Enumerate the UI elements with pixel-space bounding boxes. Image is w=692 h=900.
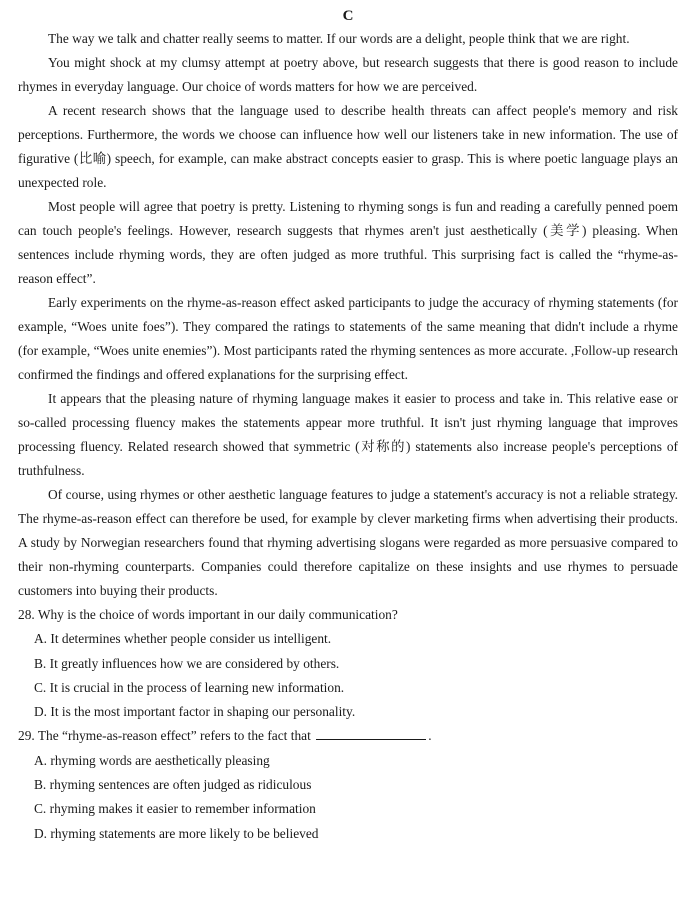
option-c: C. rhyming makes it easier to remember information xyxy=(34,801,316,817)
option-b: B. It greatly influences how we are considered by others. xyxy=(34,655,340,671)
question-stem-text: 29. The “rhyme-as-reason effect” refers to the fact that xyxy=(18,728,311,744)
passage-paragraph-6: It appears that the pleasing nature of rhyming language makes it easier to process and take in. This relative ease or so-called processing fluency makes the statements appear more truthful. It isn't just rhyming language that improves processing fluency. Related research showed that symmetric (对称的) statements also increase people's perceptions of truthfulness. xyxy=(18,391,678,478)
question-29 xyxy=(18,724,678,845)
passage-paragraph-5: Early experiments on the rhyme-as-reason effect asked participants to judge the accuracy of rhyming statements (for example, “Woes unite foes”). They compared the ratings to statements of the same meaning that didn't include a rhyme (for example, “Woes unite enemies”). Most participants rated the rhyming sentences as more accurate. ,Follow-up research confirmed the findings and offered explanations for the surprising effect. xyxy=(18,295,678,382)
section-title: C xyxy=(342,8,354,24)
passage-paragraph-2: You might shock at my clumsy attempt at poetry above, but research suggests that there is good reason to include rhymes in everyday language. Our choice of words matters for how we are perceived. xyxy=(18,55,678,94)
question-28 xyxy=(18,603,678,724)
passage-paragraph-3: A recent research shows that the language used to describe health threats can affect people's memory and risk perceptions. Furthermore, the words we choose can influence how well our listeners take in new information. The use of figurative (比喻) speech, for example, can make abstract concepts easier to grasp. This is where poetic language plays an unexpected role. xyxy=(18,103,678,190)
question-stem xyxy=(18,724,678,748)
passage-paragraph-7: Of course, using rhymes or other aesthetic language features to judge a statement's accuracy is not a reliable strategy. The rhyme-as-reason effect can therefore be used, for example by clever marketing firms when advertising their products. A study by Norwegian researchers found that rhyming advertising slogans were regarded as more persuasive compared to their non-rhyming counterparts. Companies could therefore capitalize on these insights and use rhymes to persuade customers into buying their products. xyxy=(18,487,678,598)
reading-passage xyxy=(18,27,678,603)
option-d: D. rhyming statements are more likely to be believed xyxy=(34,825,319,841)
question-stem-tail: . xyxy=(428,728,432,744)
question-stem-text: 28. Why is the choice of words important in our daily communication? xyxy=(18,607,398,622)
question-stem xyxy=(18,603,678,627)
passage-paragraph-4: Most people will agree that poetry is pretty. Listening to rhyming songs is fun and reading a carefully penned poem can touch people's feelings. However, research suggests that rhymes aren't just aesthetically (美学) pleasing. When sentences include rhyming words, they are often judged as more truthful. This surprising fact is called the “rhyme-as-reason effect”. xyxy=(18,199,678,286)
option-c: C. It is crucial in the process of learning new information. xyxy=(34,679,345,695)
passage-paragraph-1: The way we talk and chatter really seems to matter. If our words are a delight, people think that we are right. xyxy=(48,31,630,46)
option-a: A. It determines whether people consider us intelligent. xyxy=(34,631,332,647)
option-d: D. It is the most important factor in shaping our personality. xyxy=(34,704,356,720)
answer-blank xyxy=(316,727,426,740)
option-a: A. rhyming words are aesthetically pleasing xyxy=(34,752,270,768)
option-b: B. rhyming sentences are often judged as ridiculous xyxy=(34,777,312,793)
